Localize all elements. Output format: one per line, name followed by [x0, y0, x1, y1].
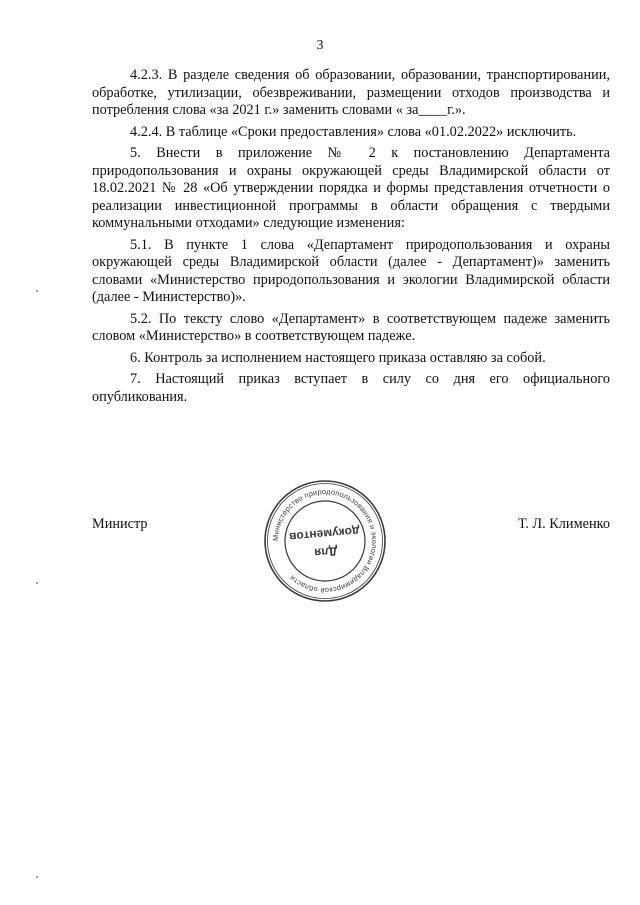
paragraph-4-2-4: 4.2.4. В таблице «Сроки предоставления» слова «01.02.2022» исключить. — [130, 123, 577, 140]
paragraph-4-2-3: 4.2.3. В разделе сведения об образовании, образовании, транспортировании, обработке, утилизации, обезвреживании, размещении отходов производства и потребления слова «за 2021 г.» заменить словами « за____г.». — [92, 67, 610, 118]
page-number: 3 — [316, 38, 324, 53]
document-body — [92, 67, 610, 410]
paragraph-7: 7. Настоящий приказ вступает в силу со дня его официального опубликования. — [92, 371, 610, 405]
paragraph-5-1: 5.1. В пункте 1 слова «Департамент природопользования и охраны окружающей среды Владимирской области (далее - Департамент)» заменить словами «Министерство природопользования и экологии Владимирской области (далее - Министерство)». — [92, 236, 610, 305]
signature-title: Министр — [92, 516, 148, 532]
paragraph-6: 6. Контроль за исполнением настоящего приказа оставляю за собой. — [130, 349, 546, 366]
paragraph-5: 5. Внести в приложение № 2 к постановлению Департамента природопользования и охраны окружающей среды Владимирской области от 18.02.2021 № 28 «Об утверждении порядка и формы представления отчетности о реализации инвестиционной программы в области обращения с твердыми коммунальными отходами» следующие изменения: — [92, 145, 610, 231]
stamp-center-line2: документов — [288, 523, 361, 545]
scan-mark — [36, 876, 38, 878]
scan-mark — [36, 582, 38, 584]
scan-mark — [36, 290, 38, 292]
official-stamp — [262, 478, 388, 604]
signature-name: Т. Л. Клименко — [517, 516, 610, 532]
stamp-center-line1: Для — [313, 543, 339, 560]
stamp-ring-text: Министерство природопользования и экологии Владимирской области — [270, 486, 380, 596]
paragraph-5-2: 5.2. По тексту слово «Департамент» в соответствующем падеже заменить словом «Министерство» в соответствующем падеже. — [92, 310, 610, 344]
